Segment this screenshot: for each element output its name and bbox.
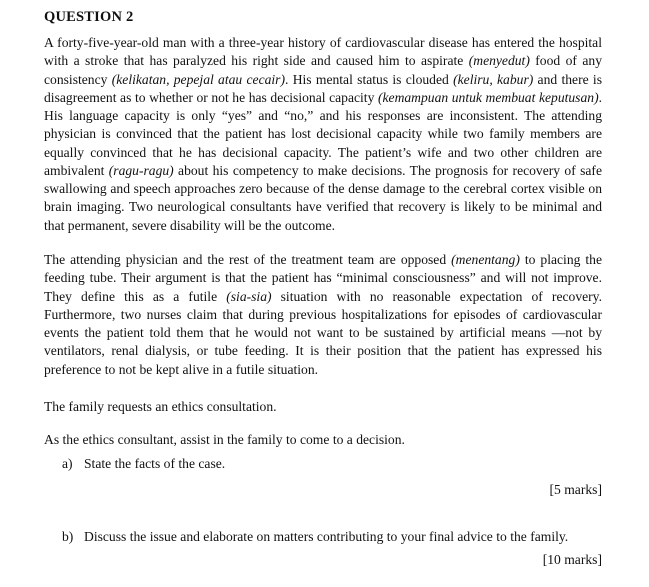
part-text: State the facts of the case. [84, 456, 226, 471]
case-paragraph-2 [44, 251, 602, 379]
malay-gloss: (sia-sia) [226, 288, 272, 304]
case-text: situation with no reasonable expectation of recovery. Furthermore, two nurses claim that during previous hospitalizations for episodes of cardiovascular events the patient told them that he would not want to be sustained by artificial means —not by ventilators, renal dialysis, or tube feeding. It is their position that the patient has expressed his preference to not be kept alive in a futile situation. [44, 288, 602, 377]
case-text: food of any consistency [44, 53, 602, 87]
question-title: QUESTION 2 [44, 9, 134, 25]
case-text: . His language capacity is only “yes” and “no,” and his responses are inconsistent. The attending physician is convinced that the patient has lost decisional capacity while two family members are equally convinced that he has decisional capacity. The patient’s wife and two other children are ambivalent [44, 89, 603, 178]
part-label: b) [62, 529, 74, 544]
malay-gloss: (keliru, kabur) [453, 71, 534, 87]
malay-gloss: (kemampuan untuk membuat keputusan) [377, 89, 599, 105]
family-request-paragraph: The family requests an ethics consultation. [44, 399, 277, 414]
part-label: a) [62, 456, 73, 471]
part-text: Discuss the issue and elaborate on matters contributing to your final advice to the family. [84, 529, 569, 544]
case-text: The attending physician and the rest of the treatment team are opposed [44, 252, 452, 267]
case-text: to placing the feeding tube. Their argument is that the patient has “minimal consciousness” and will not improve. They define this as a futile [44, 252, 603, 304]
case-text: and there is disagreement as to whether or not he has decisional capacity [44, 71, 602, 105]
instruction-paragraph: As the ethics consultant, assist in the family to come to a decision. [44, 432, 405, 447]
case-text: A forty-five-year-old man with a three-year history of cardiovascular disease has entered the hospital with a stroke that has paralyzed his right side and caused him to aspirate [44, 35, 602, 69]
part-b-marks: [10 marks] [542, 552, 602, 567]
malay-gloss: (ragu-ragu) [108, 162, 174, 178]
case-paragraph-1 [44, 34, 602, 235]
malay-gloss: (kelikatan, pepejal atau cecair) [111, 71, 286, 87]
case-text: . His mental status is clouded [285, 71, 454, 87]
question-part-a [62, 455, 225, 473]
case-text: about his competency to make decisions. The prognosis for recovery of safe swallowing and speech approaches zero because of the dense damage to the cerebral cortex visible on brain imaging. Two neurological consultants have verified that recovery is likely to be minimal and that permanent, severe disability will be the outcome. [44, 162, 602, 233]
malay-gloss: (menyedut) [468, 53, 530, 69]
question-part-b [62, 528, 568, 546]
malay-gloss: (menentang) [451, 252, 520, 267]
part-a-marks: [5 marks] [549, 482, 602, 497]
